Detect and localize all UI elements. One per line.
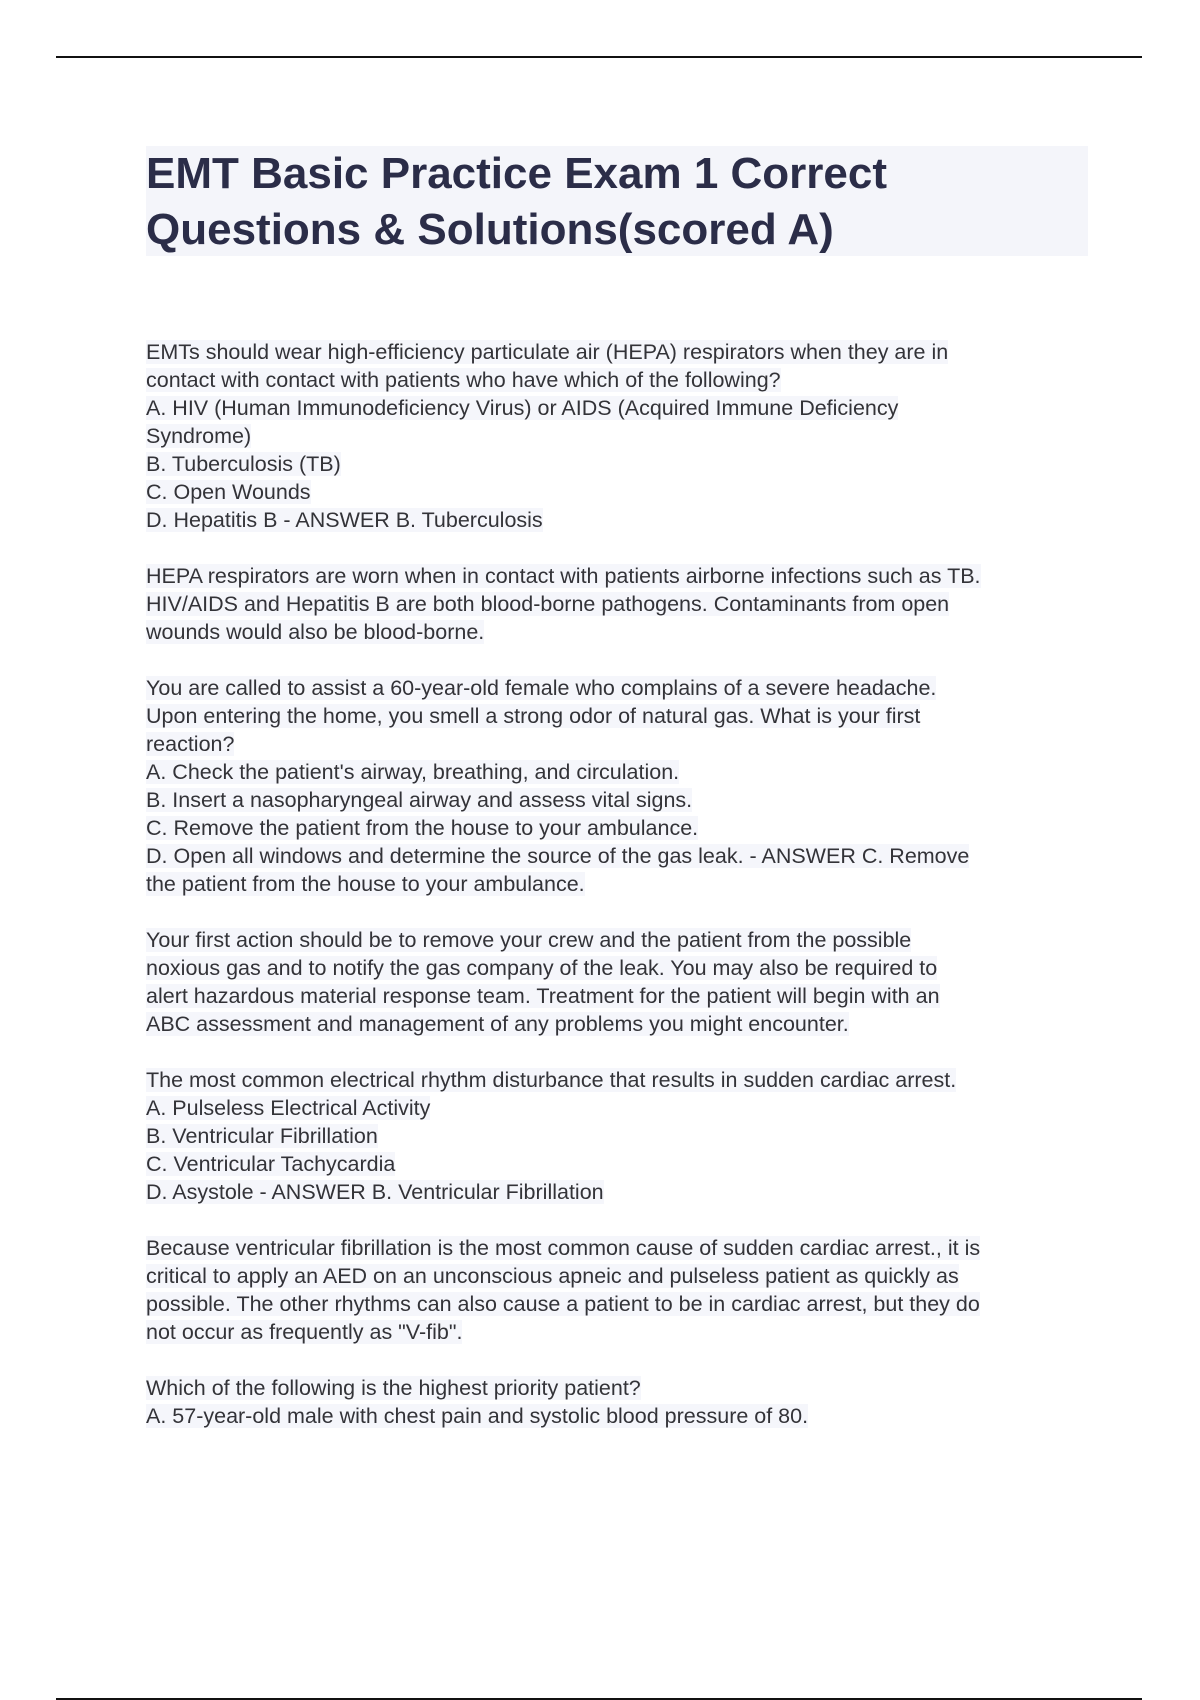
question-3	[146, 1066, 1096, 1206]
answer-option: B. Insert a nasopharyngeal airway and assess vital signs.	[146, 788, 693, 812]
answer-option: A. HIV (Human Immunodeficiency Virus) or AIDS (Acquired Immune Deficiency	[146, 396, 899, 420]
explanation-1	[146, 562, 1096, 646]
text-line: The most common electrical rhythm disturbance that results in sudden cardiac arrest.	[146, 1068, 957, 1092]
title-line: EMT Basic Practice Exam 1 Correct	[146, 149, 888, 198]
text-line: alert hazardous material response team. Treatment for the patient will begin with an	[146, 984, 940, 1008]
question-4	[146, 1374, 1096, 1430]
document-title	[146, 146, 1088, 258]
text-line: You are called to assist a 60-year-old female who complains of a severe headache.	[146, 676, 937, 700]
text-line: HIV/AIDS and Hepatitis B are both blood-borne pathogens. Contaminants from open	[146, 592, 950, 616]
text-line: critical to apply an AED on an unconscious apneic and pulseless patient as quickly as	[146, 1264, 959, 1288]
text-line: ABC assessment and management of any problems you might encounter.	[146, 1012, 849, 1036]
answer-option: A. Pulseless Electrical Activity	[146, 1096, 431, 1120]
title-block	[146, 146, 1088, 256]
text-line: Your first action should be to remove your crew and the patient from the possible	[146, 928, 912, 952]
text-line: noxious gas and to notify the gas company of the leak. You may also be required to	[146, 956, 938, 980]
answer-option: A. Check the patient's airway, breathing, and circulation.	[146, 760, 680, 784]
text-line: EMTs should wear high-efficiency particulate air (HEPA) respirators when they are in	[146, 340, 949, 364]
text-line: possible. The other rhythms can also cause a patient to be in cardiac arrest, but they do	[146, 1292, 980, 1316]
answer-option: C. Remove the patient from the house to your ambulance.	[146, 816, 699, 840]
text-line: reaction?	[146, 732, 235, 756]
text-line: contact with contact with patients who have which of the following?	[146, 368, 781, 392]
answer-option: D. Hepatitis B - ANSWER B. Tuberculosis	[146, 508, 543, 532]
answer-option: C. Ventricular Tachycardia	[146, 1152, 396, 1176]
answer-option: Syndrome)	[146, 424, 252, 448]
question-1	[146, 338, 1096, 534]
question-2	[146, 674, 1096, 898]
explanation-3	[146, 1234, 1096, 1346]
answer-option: B. Tuberculosis (TB)	[146, 452, 341, 476]
text-line: wounds would also be blood-borne.	[146, 620, 485, 644]
text-line: HEPA respirators are worn when in contact with patients airborne infections such as TB.	[146, 564, 981, 588]
top-rule	[56, 56, 1142, 58]
explanation-2	[146, 926, 1096, 1038]
answer-option: C. Open Wounds	[146, 480, 311, 504]
document-body	[146, 338, 1096, 1458]
title-line: Questions & Solutions(scored A)	[146, 205, 834, 254]
answer-option: the patient from the house to your ambulance.	[146, 872, 585, 896]
answer-option: A. 57-year-old male with chest pain and systolic blood pressure of 80.	[146, 1404, 809, 1428]
text-line: Because ventricular fibrillation is the most common cause of sudden cardiac arrest., it is	[146, 1236, 981, 1260]
text-line: Which of the following is the highest priority patient?	[146, 1376, 641, 1400]
text-line: not occur as frequently as "V-fib".	[146, 1320, 463, 1344]
answer-option: D. Open all windows and determine the source of the gas leak. - ANSWER C. Remove	[146, 844, 970, 868]
text-line: Upon entering the home, you smell a strong odor of natural gas. What is your first	[146, 704, 921, 728]
answer-option: B. Ventricular Fibrillation	[146, 1124, 378, 1148]
answer-option: D. Asystole - ANSWER B. Ventricular Fibrillation	[146, 1180, 604, 1204]
